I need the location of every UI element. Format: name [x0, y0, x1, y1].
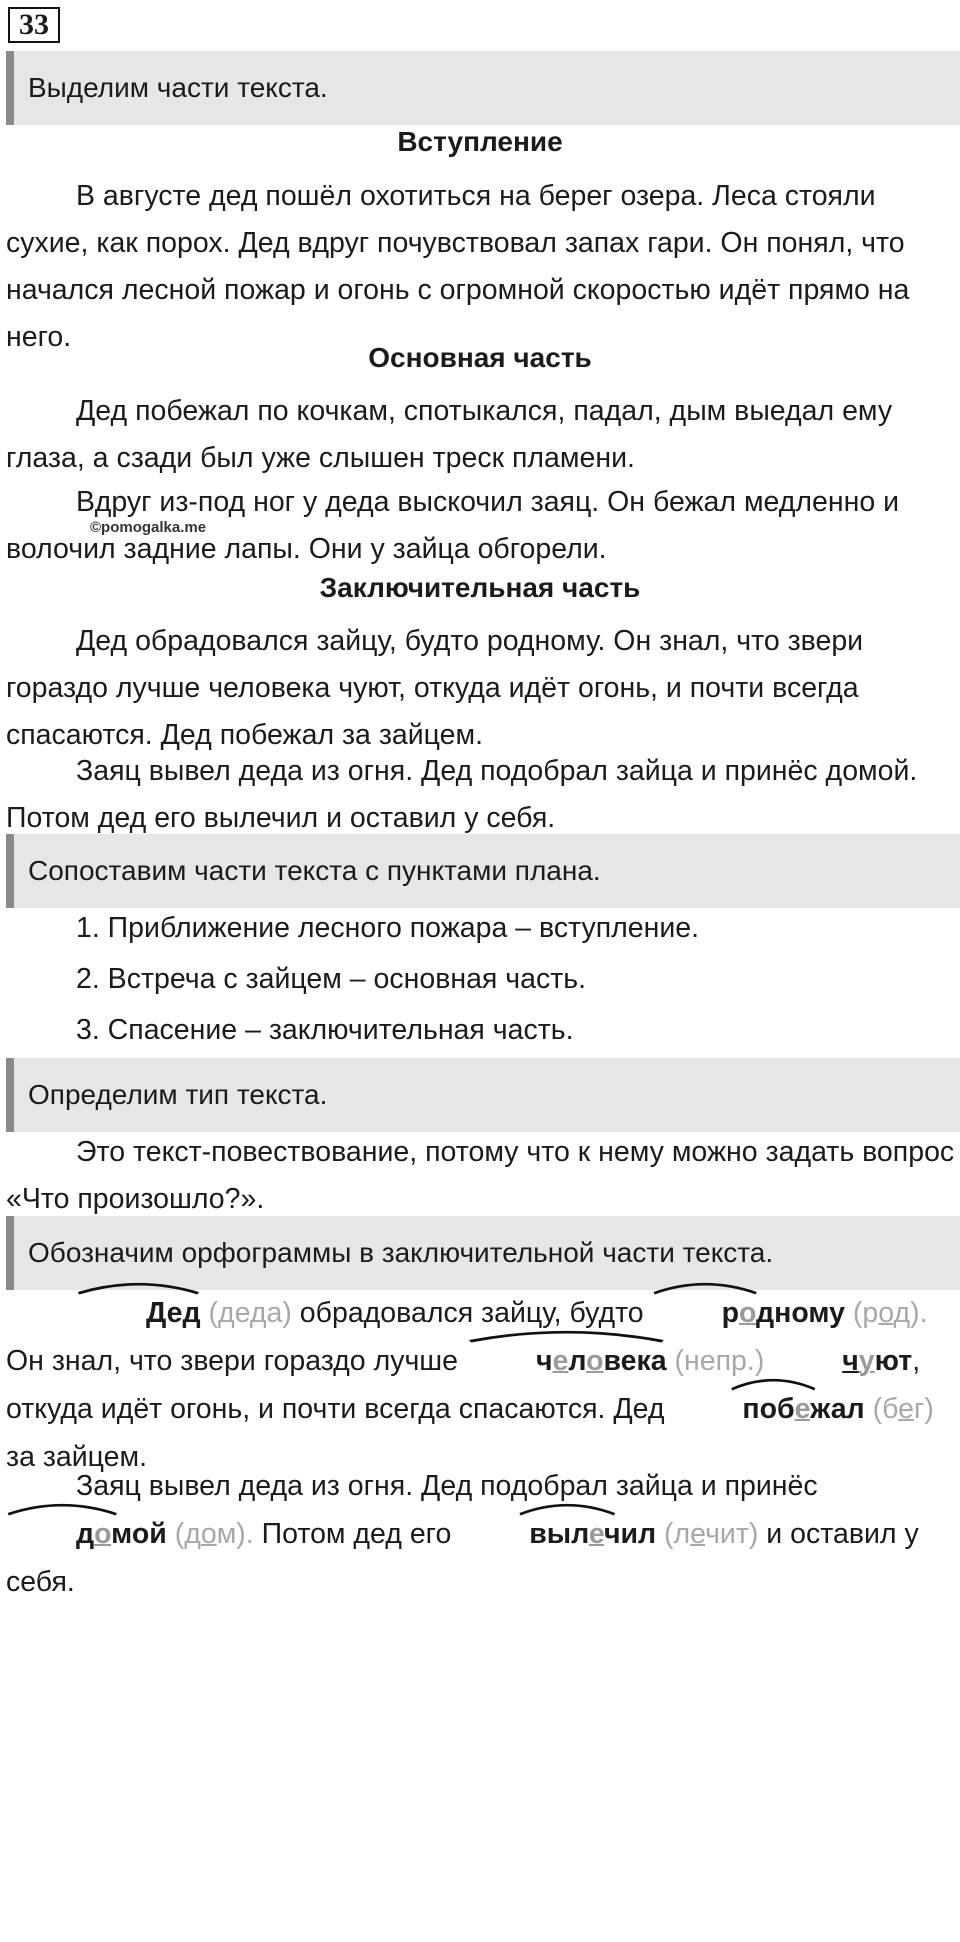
orthogram-paragraph-2 [6, 1462, 956, 1606]
word-rodnomu: родному [652, 1289, 845, 1337]
text-fragment: , откуда идёт огонь, и почти всегда спасаются. Дед [6, 1345, 921, 1425]
heading-intro: Вступление [397, 126, 563, 157]
root-arc-mark [730, 1373, 817, 1391]
text-fragment: за зайцем. [6, 1441, 148, 1473]
heading-final: Заключительная часть [319, 572, 641, 603]
root-arc-mark [466, 1325, 667, 1343]
check-ded: (деда) [208, 1297, 292, 1329]
check-pobezhal: (бег) [872, 1393, 934, 1425]
root-arc-mark [6, 1498, 119, 1516]
heading-main: Основная часть [368, 342, 592, 373]
watermark: ©pomogalka.me [90, 519, 207, 536]
check-domoy: (дом). [174, 1518, 254, 1550]
word-domoy: домой [6, 1510, 167, 1558]
paragraph-text-type: Это текст-повествование, потому что к нему можно задать вопрос «Что произошло?». [6, 1136, 955, 1215]
text-fragment: Потом дед его [253, 1518, 460, 1550]
section-bar-parts: Выделим части текста. [6, 51, 960, 125]
paragraph-final-2: Заяц вывел деда из огня. Дед подобрал зайца и принёс домой. Потом дед его вылечил и оставил у себя. [6, 755, 918, 834]
plan-item-1: 1. Приближение лесного пожара – вступление. [76, 912, 700, 944]
word-pobezhal: побежал [672, 1385, 864, 1433]
section-bar-plan: Сопоставим части текста с пунктами плана. [6, 834, 960, 908]
word-vylechil: вылечил [459, 1510, 656, 1558]
task-number: 33 [8, 7, 60, 43]
check-cheloveka: (непр.) [674, 1345, 765, 1377]
orthogram-paragraph-1 [6, 1289, 956, 1481]
paragraph-final-1: Дед обрадовался зайцу, будто родному. Он знал, что звери гораздо лучше человека чуют, откуда идёт огонь, и почти всегда спасаются. Дед побежал за зайцем. [6, 625, 864, 751]
paragraph-intro: В августе дед пошёл охотиться на берег озера. Леса стояли сухие, как порох. Дед вдруг почувствовал запах гари. Он понял, что начался лесной пожар и огонь с огромной скоростью идёт прямо на него. [6, 180, 910, 353]
section-bar-type: Определим тип текста. [6, 1058, 960, 1132]
check-vylechil: (лечит) [664, 1518, 759, 1550]
word-cheloveka: человека [466, 1337, 667, 1385]
root-arc-mark [652, 1277, 758, 1295]
text-fragment: обрадовался зайцу, будто [291, 1297, 652, 1329]
paragraph-main-1: Дед побежал по кочкам, спотыкался, падал, дым выедал ему глаза, а сзади был уже слышен треск пламени. [6, 395, 893, 474]
text-fragment: Заяц вывел деда из огня. Дед подобрал зайца и принёс [76, 1470, 818, 1502]
text-fragment: и оставил у себя. [6, 1518, 919, 1598]
check-rodnomu: (род). [852, 1297, 928, 1329]
plan-item-3: 3. Спасение – заключительная часть. [76, 1014, 574, 1046]
text-fragment: Он знал, что звери гораздо лучше [6, 1345, 466, 1377]
word-ded: Дед [76, 1289, 201, 1337]
plan-item-2: 2. Встреча с зайцем – основная часть. [76, 963, 587, 995]
root-arc-mark [76, 1277, 201, 1295]
section-bar-orthograms: Обозначим орфограммы в заключительной части текста. [6, 1216, 960, 1290]
root-arc-mark [518, 1498, 616, 1516]
word-chuyut: чуют [842, 1345, 913, 1377]
paragraph-main-2: Вдруг из-под ног у деда выскочил заяц. Он бежал медленно и волочил задние лапы. Они у зайца обгорели. [6, 486, 900, 565]
